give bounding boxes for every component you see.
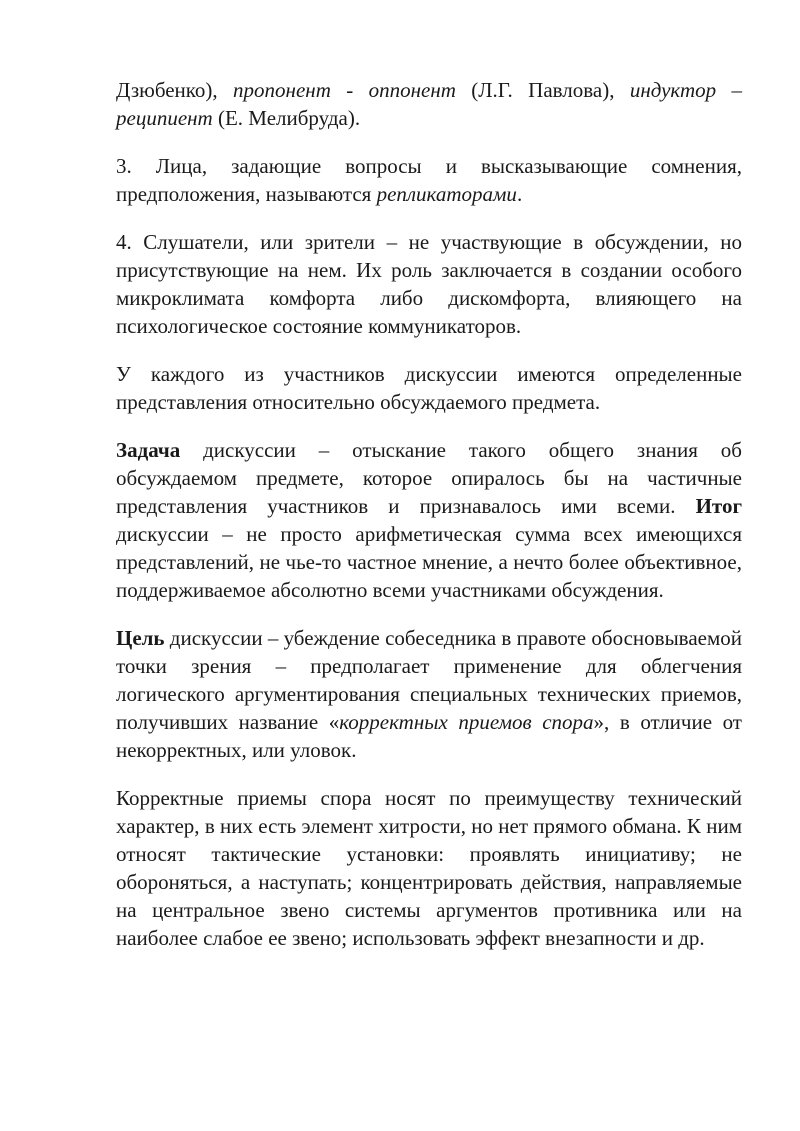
paragraph-goal [116,624,742,764]
text-segment: 4. Слушатели, или зрители – не участвующие в обсуждении, но присутствующие на нем. Их роль заключается в создании особого микроклимата комфорта либо дискомфорта, влияющего на психологическое состояние коммуникаторов. [116,230,742,338]
text-segment: Корректные приемы спора носят по преимуществу технический характер, в них есть элемент хитрости, но нет прямого обмана. К ним относят тактические установки: проявлять инициативу; не обороняться, а наступать; концентрировать действия, направляемые на центральное звено системы аргументов противника или на наиболее слабое ее звено; использовать эффект внезапности и др. [116,786,742,950]
text-segment: Дзюбенко), [116,78,234,102]
paragraph-correct-techniques [116,784,742,952]
text-segment: Итог [695,494,742,518]
text-segment: индуктор – реципиент [116,78,743,130]
paragraph-task-result [116,436,742,604]
text-segment: 3. Лица, задающие вопросы и высказывающие сомнения, предположения, называются [116,154,742,206]
text-segment: корректных приемов спора [339,710,594,734]
text-segment: Задача [116,438,181,462]
text-segment: (Л.Г. Павлова), [455,78,630,102]
text-segment: репликаторами [376,182,517,206]
text-segment: », в отличие от некорректных, или уловок. [116,710,742,762]
text-segment: дискуссии – отыскание такого общего знания об обсуждаемом предмете, которое опиралось бы на частичные представления участников и признавалось ими всеми. [116,438,742,518]
text-segment: (Е. Мелибруда). [212,106,361,130]
text-segment: У каждого из участников дискуссии имеются определенные представления относительно обсуждаемого предмета. [116,362,742,414]
document-body [116,76,742,972]
text-segment: . [516,182,523,206]
text-segment: пропонент - оппонент [233,78,456,102]
text-segment: Цель [116,626,165,650]
paragraph-listeners [116,228,742,340]
text-segment: дискуссии – убеждение собеседника в правоте обосновываемой точки зрения – предполагает применение для облегчения логического аргументирования специальных технических приемов, получивших название « [116,626,742,734]
paragraph-participant-roles [116,76,742,132]
paragraph-representations [116,360,742,416]
paragraph-replicators [116,152,742,208]
text-segment: дискуссии – не просто арифметическая сумма всех имеющихся представлений, не чье-то частное мнение, а нечто более объективное, поддерживаемое абсолютно всеми участниками обсуждения. [116,522,742,602]
